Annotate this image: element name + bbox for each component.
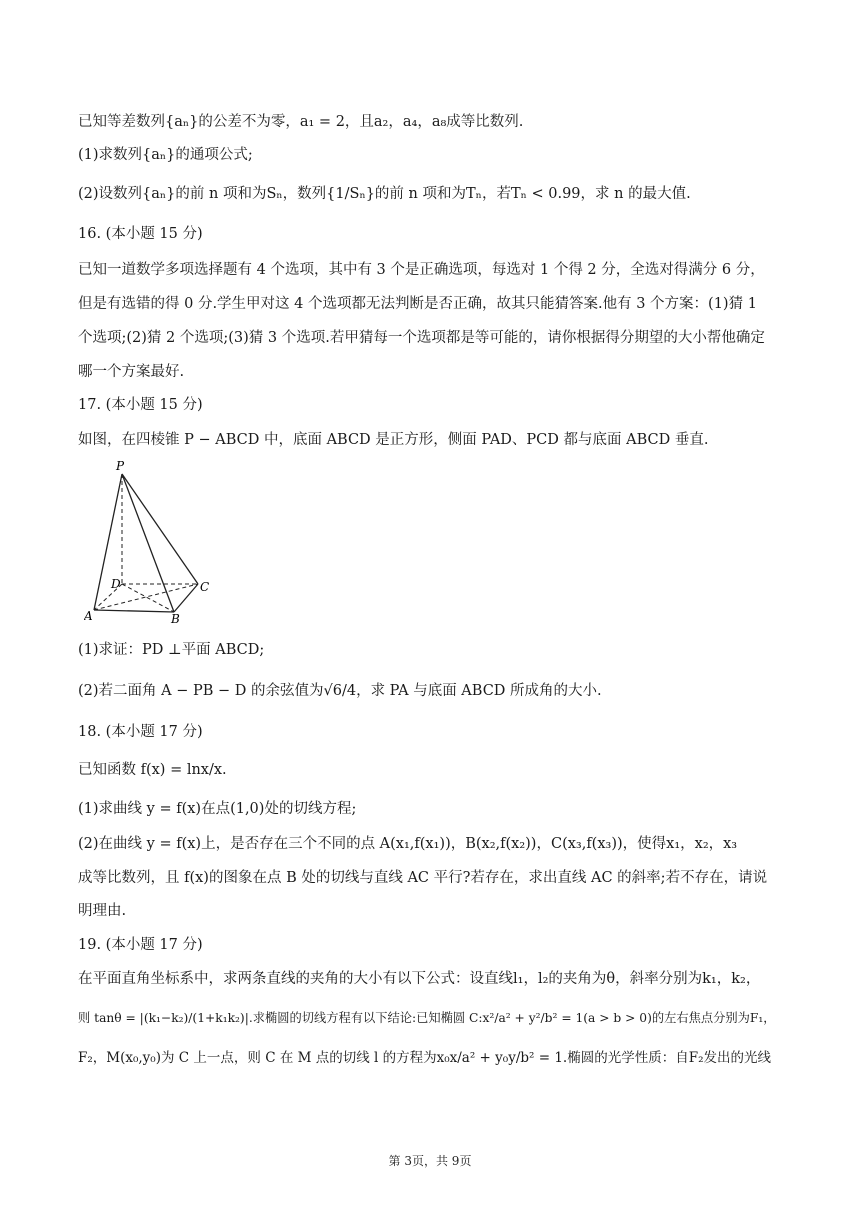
- problem-18-part-2-line: 成等比数列，且 f(x)的图象在点 B 处的切线与直线 AC 平行?若存在，求出直线 AC 的斜率;若不存在，请说: [78, 870, 768, 886]
- problem-15-statement: 已知等差数列{aₙ}的公差不为零，a₁ = 2，且a₂，a₄，a₈成等比数列.: [78, 114, 524, 130]
- problem-16-line: 已知一道数学多项选择题有 4 个选项，其中有 3 个是正确选项，每选对 1 个得 2 分，全选对得满分 6 分，: [78, 262, 765, 278]
- problem-18-part-2-line: (2)在曲线 y = f(x)上，是否存在三个不同的点 A(x₁,f(x₁))，B(x₂,f(x₂))，C(x₃,f(x₃))，使得x₁，x₂，x₃: [78, 836, 738, 852]
- problem-19-line: F₂，M(x₀,y₀)为 C 上一点，则 C 在 M 点的切线 l 的方程为x₀x/a² + y₀y/b² = 1.椭圆的光学性质：自F₂发出的光线: [78, 1050, 771, 1066]
- problem-18-part-1: (1)求曲线 y = f(x)在点(1,0)处的切线方程;: [78, 801, 357, 817]
- problem-17-heading: 17. (本小题 15 分): [78, 397, 203, 413]
- vertex-label-a: A: [84, 609, 93, 623]
- problem-18-heading: 18. (本小题 17 分): [78, 724, 203, 740]
- problem-16-line: 个选项;(2)猜 2 个选项;(3)猜 3 个选项.若甲猜每一个选项都是等可能的，请你根据得分期望的大小帮他确定: [78, 330, 765, 346]
- page-footer: 第 3页，共 9页: [388, 1154, 472, 1168]
- vertex-label-c: C: [200, 580, 210, 594]
- problem-19-line: 在平面直角坐标系中，求两条直线的夹角的大小有以下公式：设直线l₁，l₂的夹角为θ，斜率分别为k₁，k₂，: [78, 971, 761, 987]
- problem-16-heading: 16. (本小题 15 分): [78, 226, 203, 242]
- problem-19-heading: 19. (本小题 17 分): [78, 937, 203, 953]
- problem-17-part-2: (2)若二面角 A − PB − D 的余弦值为√6/4，求 PA 与底面 ABCD 所成角的大小.: [78, 683, 602, 699]
- problem-15-part-1: (1)求数列{aₙ}的通项公式;: [78, 147, 253, 163]
- problem-18-statement: 已知函数 f(x) = lnx/x.: [78, 762, 227, 778]
- pyramid-diagram: [84, 460, 224, 625]
- problem-17-statement: 如图，在四棱锥 P − ABCD 中，底面 ABCD 是正方形，侧面 PAD、PCD 都与底面 ABCD 垂直.: [78, 432, 709, 448]
- problem-17-part-1: (1)求证：PD ⊥平面 ABCD;: [78, 642, 265, 658]
- problem-18-part-2-line: 明理由.: [78, 903, 127, 919]
- problem-15-part-2: (2)设数列{aₙ}的前 n 项和为Sₙ，数列{1/Sₙ}的前 n 项和为Tₙ，若Tₙ < 0.99，求 n 的最大值.: [78, 186, 691, 202]
- problem-16-line: 但是有选错的得 0 分.学生甲对这 4 个选项都无法判断是否正确，故其只能猜答案.他有 3 个方案：(1)猜 1: [78, 296, 757, 312]
- vertex-label-d: D: [111, 577, 121, 591]
- vertex-label-p: P: [116, 460, 125, 473]
- pyramid-figure: [84, 460, 224, 629]
- vertex-label-b: B: [171, 612, 180, 625]
- problem-19-line: 则 tanθ = |(k₁−k₂)/(1+k₁k₂)|.求椭圆的切线方程有以下结论:已知椭圆 C:x²/a² + y²/b² = 1(a > b > 0)的左右焦点分别为F₁，: [78, 1011, 776, 1025]
- problem-16-line: 哪一个方案最好.: [78, 364, 185, 380]
